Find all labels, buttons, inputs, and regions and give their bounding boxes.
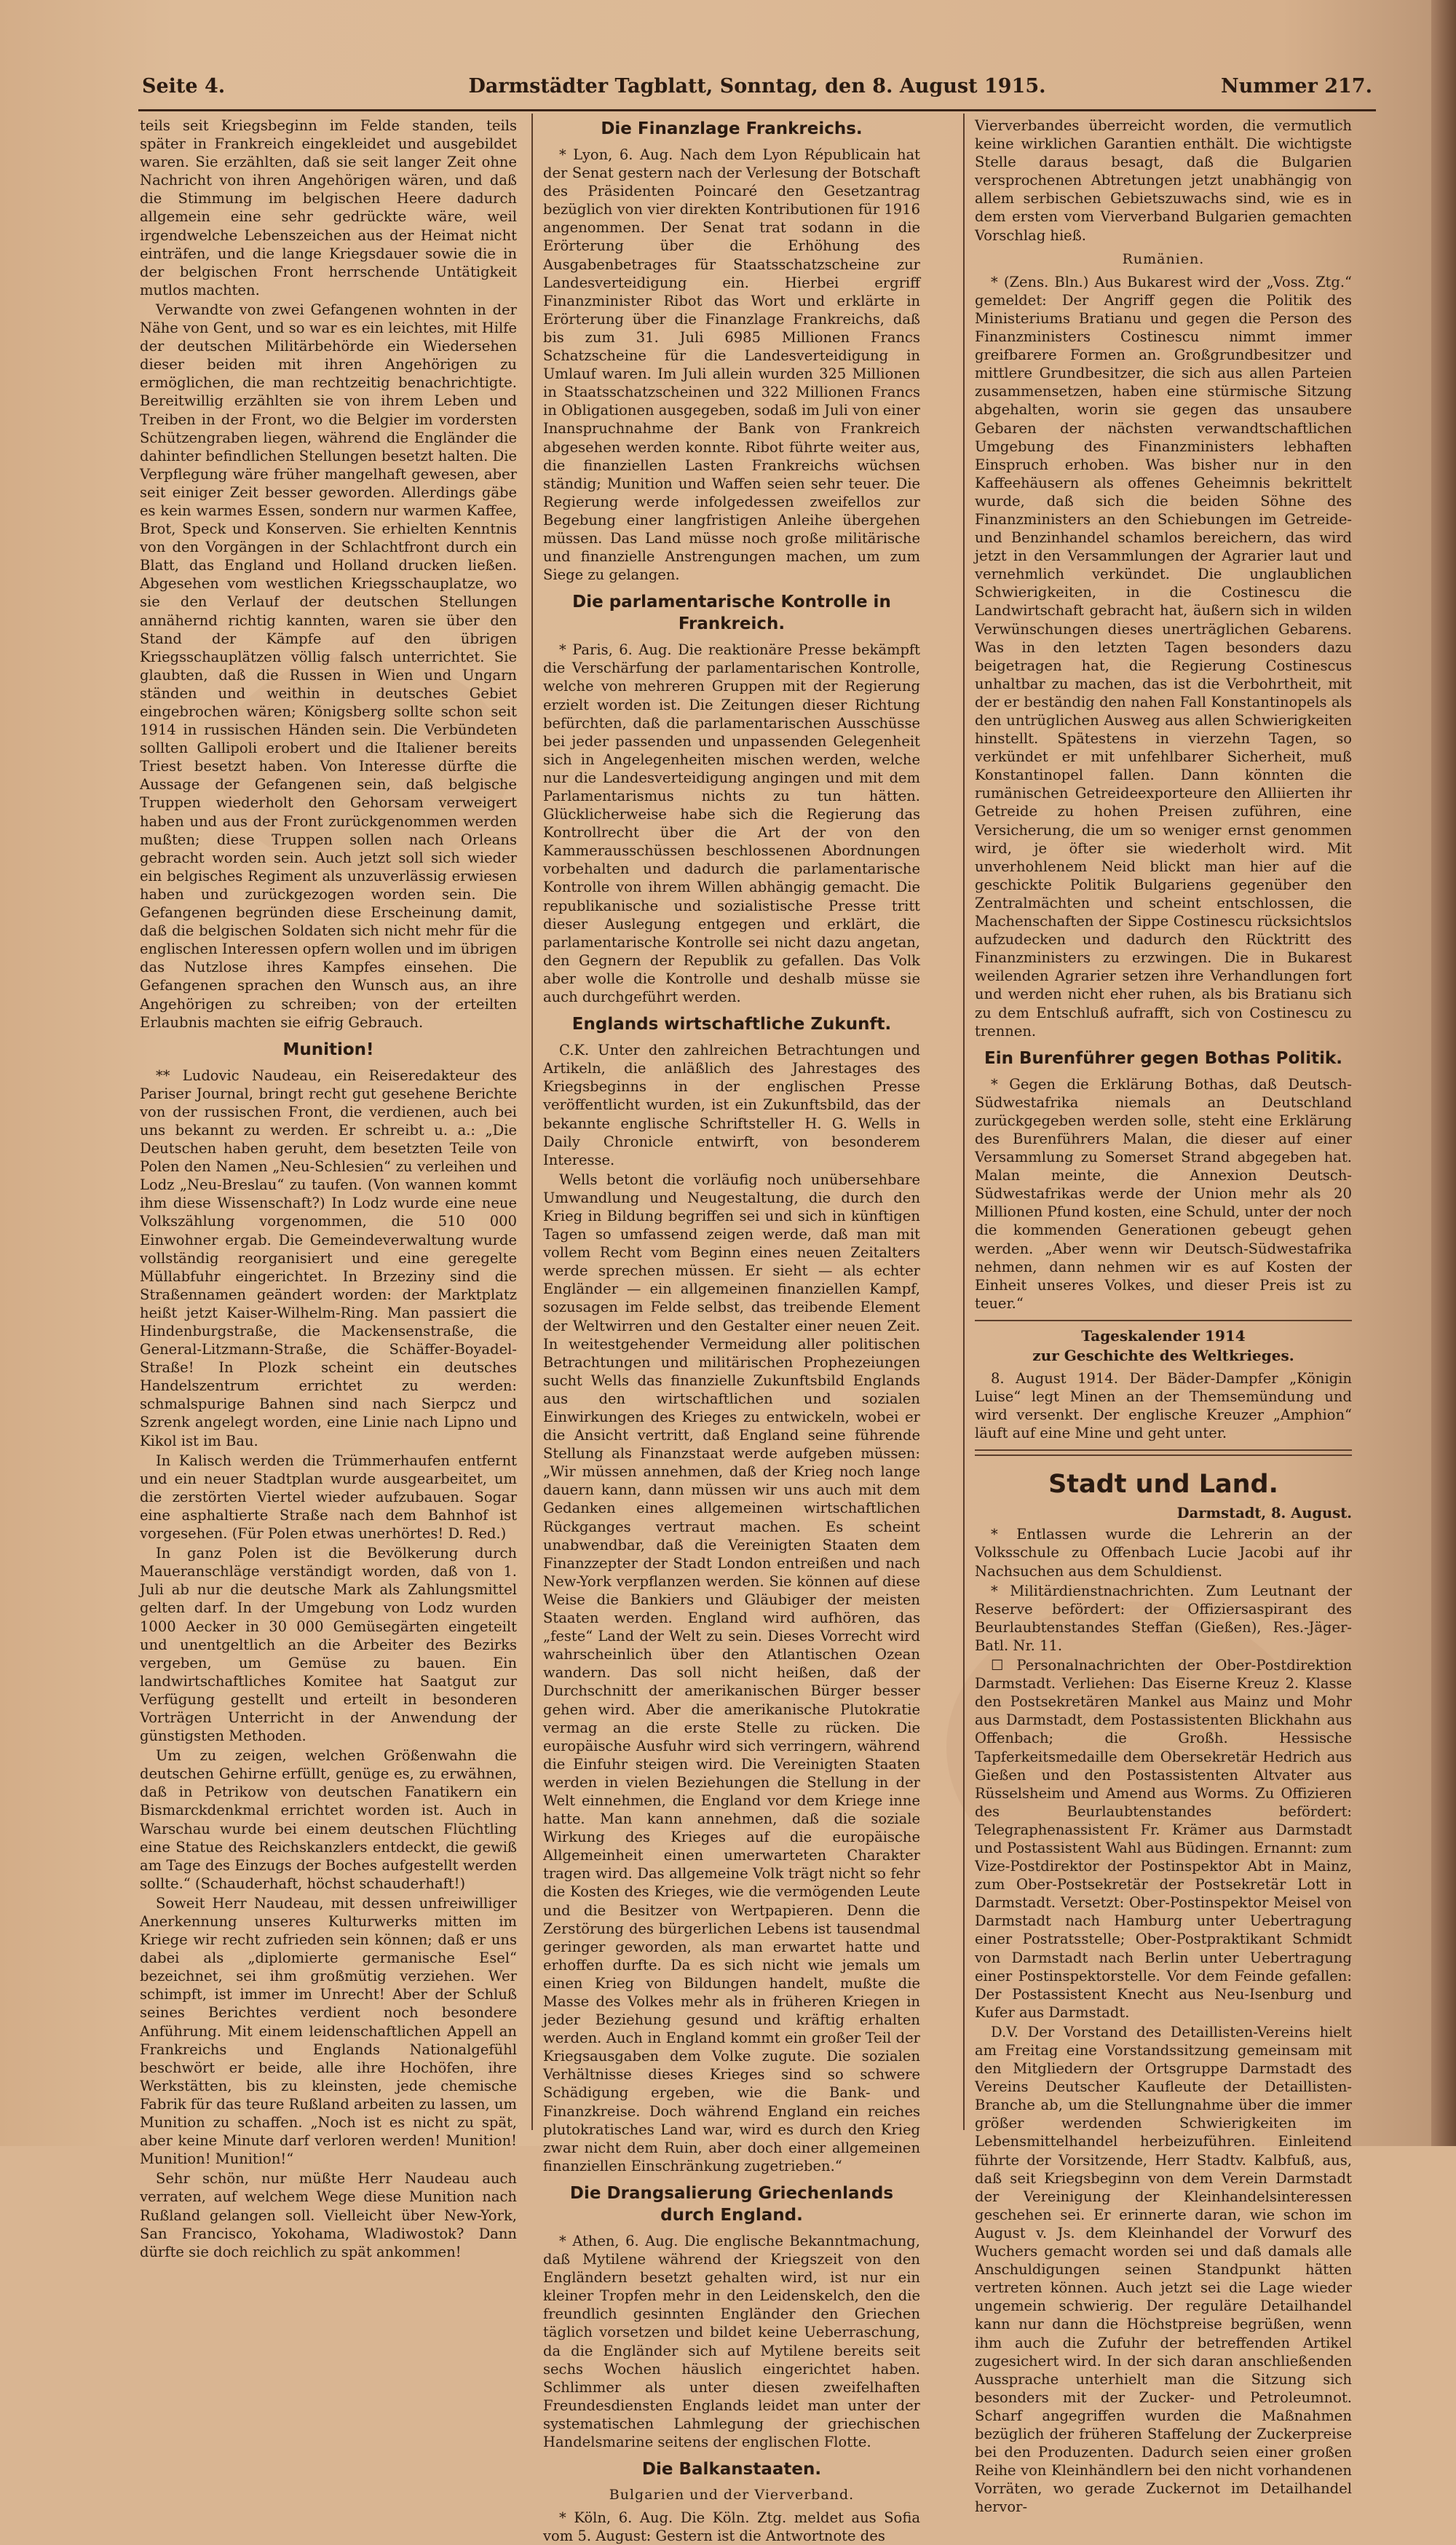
masthead-title: Darmstädter Tagblatt, Sonntag, den 8. August 1915. xyxy=(468,75,1046,98)
article-paragraph: Wells betont die vorläufig noch unübersehbare Umwandlung und Neugestaltung, die durch den Krieg in Bildung begriffen sei und sich in künftigen Tagen so umfassend zeigen werde, daß man mit vollem Recht vom Beginn eines neuen Zeitalters werde sprechen müssen. Er sieht — als echter Engländer — ein allgemeinen finanziellen Kampf, sozusagen im Felde selbst, das treibende Element der Weltwirren und den Gestalter einer neuen Zeit. In weitestgehender Vermeidung aller politischen Betrachtungen und militärischen Prophezeiungen sucht Wells das finanzielle Zukunftsbild Englands aus den wirtschaftlichen und sozialen Einwirkungen des Krieges zu entwickeln, wobei er die Ansicht vertritt, daß England seine führende Stellung als Finanzstaat werde aufgeben müssen: „Wir müssen annehmen, daß der Krieg noch lange dauern kann, dann müssen wir uns auch mit dem Gedanken eines allgemeinen wirtschaftlichen Rückganges vertraut machen. Es scheint unabwendbar, daß die Vereinigten Staaten dem Finanzzepter der Stadt London entreißen und nach New-York verpflanzen werden. Sie können auf diese Weise die Bankiers und Gläubiger der meisten Staaten werden. England wird aufhören, das „feste“ Land der Welt zu sein. Dieses Vorrecht wird wahrscheinlich über den Atlantischen Ozean wandern. Das soll nicht heißen, daß der Durchschnitt der amerikanischen Bürger besser gehen wird. Aber die amerikanische Plutokratie vermag an die erste Stelle zu rücken. Die europäische Ausfuhr wird sich verringern, während die Einfuhr steigen wird. Die Vereinigten Staaten werden in vielen Beziehungen die Stellung in der Welt einnehmen, die England vor dem Kriege inne hatte. Man kann annehmen, daß die soziale Wirkung des Krieges auf die europäische Allgemeinheit einen umerwarteten Charakter tragen wird. Das allgemeine Volk trägt nicht so fehr die Kosten des Krieges, wie die vermögenden Leute und die Besitzer von Wertpapieren. Denn die Zerstörung des bürgerlichen Lebens ist tausendmal geringer geworden, als man erwartet hatte und erhoffen durfte. Da es sich nicht wie jemals um einen Krieg von Bildungen handelt, mußte die Masse des Volkes mehr als in früheren Kriegen in jeder Beziehung gesund und kräftig erhalten werden. Auch in England kommt ein großer Teil der Kriegsausgaben dem Volke zugute. Die sozialen Verhältnisse dieses Krieges sind so schwere Schädigung ergeben, wie die Bank- und Finanzkreise. Doch während England ein reiches plutokratisches Land war, wird es durch den Krieg zwar nicht dem Ruin, aber doch einer allgemeinen finanziellen Einschränkung zugetrieben.“ xyxy=(543,1171,920,2174)
column-1 xyxy=(140,116,517,2260)
headline-england: Englands wirtschaftliche Zukunft. xyxy=(571,1015,892,1034)
page-binding-edge xyxy=(1431,0,1456,2146)
page-header xyxy=(142,75,1372,104)
column-2 xyxy=(543,116,920,2545)
article-paragraph: Sehr schön, nur müßte Herr Naudeau auch verraten, auf welchem Wege diese Munition nach Rußland gelangen soll. Vielleicht über New-York, San Francisco, Yokohama, Wladiwostok? Dann dürfte sie doch reichlich zu spät ankommen! xyxy=(140,2170,517,2260)
headline-balkan: Die Balkanstaaten. xyxy=(641,2460,822,2479)
column-divider xyxy=(531,114,533,2130)
article-paragraph: * Gegen die Erklärung Bothas, daß Deutsch-Südwestafrika niemals an Deutschland zurückgegeben werden solle, steht eine Erklärung des Burenführers Malan, die dieser auf einer Versammlung zu Somerset Strand abgegeben hat. Malan meinte, die Annexion Deutsch-Südwestafrikas werde der Union mehr als 20 Millionen Pfund kosten, eine Schuld, unter der noch die kommenden Generationen gebeugt gehen werden. „Aber wenn wir Deutsch-Südwestafrika nehmen, dann nehmen wir es auf Kosten der Einheit unseres Volkes, und dieser Preis ist zu teuer.“ xyxy=(975,1075,1352,1312)
article-paragraph: In Kalisch werden die Trümmerhaufen entfernt und ein neuer Stadtplan wurde ausgearbeitet, um die zerstörten Viertel wieder aufzubauen. Sogar eine asphaltierte Straße nach dem Bahnhof ist vorgesehen. (Für Polen etwas unerhörtes! D. Red.) xyxy=(140,1452,517,1543)
article-paragraph: Um zu zeigen, welchen Größenwahn die deutschen Gehirne erfüllt, genüge es, zu erwähnen, daß in Petrikow von deutschen Fanatikern ein Bismarckdenkmal errichtet worden ist. Auch in Warschau wurde bei einem deutschen Flüchtling eine Statue des Reichskanzlers entdeckt, die gewiß am Tage des Einzugs der Boches aufgestellt werden sollte.“ (Schauderhaft, höchst schauderhaft!) xyxy=(140,1747,517,1892)
page-number: Seite 4. xyxy=(142,75,226,98)
headline-finanzlage: Die Finanzlage Frankreichs. xyxy=(601,119,863,138)
column-divider xyxy=(963,114,965,2130)
article-paragraph: Verwandte von zwei Gefangenen wohnten in der Nähe von Gent, und so war es ein leichtes, mit Hilfe der deutschen Militärbehörde ein Wiedersehen dieser beiden mit ihren Angehörigen zu ermöglichen, die man rechtzeitig benachrichtigte. Bereitwillig erzählten sie von ihrem Leben und Treiben in der Front, wo die Belgier im vordersten Schützengraben liegen, während die Engländer die dahinter befindlichen Stellungen besetzt halten. Die Verpflegung wäre früher mangelhaft gewesen, aber seit einiger Zeit besser geworden. Allerdings gäbe es kein warmes Essen, sondern nur warmen Kaffee, Brot, Speck und Konserven. Sie erhielten Kenntnis von den Vorgängen in der Schlachtfront durch ein Blatt, das England und Holland drucken ließen. Abgesehen vom westlichen Kriegsschauplatze, wo sie den Verlauf der deutschen Stellungen annähernd richtig kannten, waren sie über den Stand der Kämpfe auf den übrigen Kriegsschauplätzen völlig falsch unterrichtet. Sie glaubten, daß die Russen in Wien und Ungarn ständen und weithin in deutsches Gebiet eingebrochen wären; Königsberg sollte schon seit 1914 in russischen Händen sein. Die Verbündeten sollten Gallipoli erobert und die Italiener bereits Triest besetzt haben. Von Interesse dürfte die Aussage der Gefangenen sein, daß belgische Truppen wiederholt den Gehorsam verweigert haben und aus der Front zurückgenommen werden mußten; diese Truppen sollen nach Orleans gebracht worden sein. Auch jetzt soll sich wieder ein belgisches Regiment als unzuverlässig erwiesen haben und zurückgezogen worden sein. Die Gefangenen begründen diese Erscheinung damit, daß die belgischen Soldaten sich nicht mehr für die englischen Interessen opfern wollen und im übrigen das Nutzlose ihres Kampfes einsehen. Die Gefangenen sprachen den Wunsch aus, an ihre Angehörigen zu schreiben; von der erteilten Erlaubnis machten sie eifrig Gebrauch. xyxy=(140,301,517,1031)
article-paragraph: C.K. Unter den zahlreichen Betrachtungen und Artikeln, die anläßlich des Jahrestages des Kriegsbeginns in der englischen Presse veröffentlicht wurden, ist ein Zukunftsbild, das der bekannte englische Schriftsteller H. G. Wells in Daily Chronicle entwirft, von besonderem Interesse. xyxy=(543,1042,920,1168)
headline-tageskalender-sub: zur Geschichte des Weltkrieges. xyxy=(1032,1346,1294,1364)
article-paragraph: * Entlassen wurde die Lehrerin an der Volksschule zu Offenbach Lucie Jacobi auf ihr Nachsuchen aus dem Schuldienst. xyxy=(975,1526,1352,1580)
headline-stadt-und-land: Stadt und Land. xyxy=(1048,1470,1278,1500)
issue-number: Nummer 217. xyxy=(1220,75,1372,98)
column-3 xyxy=(975,116,1352,2516)
subheadline-bulgarien: Bulgarien und der Vierverband. xyxy=(609,2487,855,2504)
article-paragraph: ** Ludovic Naudeau, ein Reiseredakteur des Pariser Journal, bringt recht gut gesehene Berichte von der russischen Front, die verdienen, auch bei uns bekannt zu werden. Er schreibt u. a.: „Die Deutschen haben geruht, dem besetzten Teile von Polen den Namen „Neu-Schlesien“ zu verleihen und Lodz „Neu-Breslau“ zu taufen. (Von wannen kommt ihm diese Wissenschaft?) In Lodz wurde eine neue Volkszählung vorgenommen, die 510 000 Einwohner ergab. Die Gemeindeverwaltung wurde vollständig reorganisiert und eine geregelte Müllabfuhr eingerichtet. In Brzeziny sind die Straßennamen geändert worden: der Marktplatz heißt jetzt Kaiser-Wilhelm-Ring. Man passiert die Hindenburgstraße, die Mackensenstraße, die General-Litzmann-Straße, die Schäffer-Boyadel-Straße! In Plozk scheint ein deutsches Handelszentrum errichtet zu werden: schmalspurige Bahnen sind nach Sierpcz und Szrenk angelegt worden, eine Linie nach Lipno und Kikol ist im Bau. xyxy=(140,1066,517,1449)
headline-burenfuehrer: Ein Burenführer gegen Bothas Politik. xyxy=(984,1048,1342,1068)
article-paragraph: * (Zens. Bln.) Aus Bukarest wird der „Voss. Ztg.“ gemeldet: Der Angriff gegen die Politik des Ministeriums Bratianu und gegen die Person des Finanzministers Costinescu nimmt immer greifbarere Formen an. Großgrundbesitzer und mittlere Grundbesitzer, die sich aus allen Parteien zusammensetzen, haben eine stürmische Sitzung abgehalten, worin sie gegen das unsaubere Gebaren der nächsten verwandtschaftlichen Umgebung des Finanzministers lebhaften Einspruch erhoben. Was bisher nur in den Kaffeehäusern als offenes Geheimnis bekrittelt wurde, daß sich die beiden Söhne des Finanzministers an den Schiebungen im Getreide- und Benzinhandel schamlos bereichern, das wird jetzt in den Versammlungen der Agrarier laut und vernehmlich verkündet. Die unglaublichen Schwierigkeiten, in die Costinescu die Landwirtschaft gebracht hat, äußern sich in wilden Verwünschungen dieses unerträglichen Gebarens. Was in den letzten Tagen besonders dazu beigetragen hat, die Regierung Costinescus unhaltbar zu machen, das ist die Verbohrtheit, mit der er beständig den nahen Fall Konstantinopels als den untrüglichen Ausweg aus allen Schwierigkeiten hinstellt. Spätestens in vierzehn Tagen, so verkündet er mit unfehlbarer Sicherheit, muß Konstantinopel fallen. Dann könnten die rumänischen Getreideexporteure den Alliierten ihr Getreide zu hohen Preisen zuführen, eine Versicherung, die um so weniger ernst genommen wird, je öfter sie wiederholt wird. Mit unverhohlenem Neid blickt man hier auf die geschickte Politik Bulgariens gegenüber den Zentralmächten und scheint entschlossen, die Machenschaften der Sippe Costinescu rücksichtslos aufzudecken und dadurch den Rücktritt des Finanzministers zu erzwingen. Die in Bukarest weilenden Agrarier setzen ihre Verhandlungen fort und werden nicht eher ruhen, als bis Bratianu sich zu dem Entschluß aufrafft, sich von Costinescu zu trennen. xyxy=(975,273,1352,1040)
article-paragraph: * Paris, 6. Aug. Die reaktionäre Presse bekämpft die Verschärfung der parlamentarischen Kontrolle, welche von mehreren Gruppen mit der Regierung erzielt worden ist. Die Zeitungen dieser Richtung befürchten, daß die parlamentarischen Ausschüsse bei jeder passenden und unpassenden Gelegenheit sich in Angelegenheiten mischen werden, welche nur die Landesverteidigung angingen und mit dem Parlamentarismus nichts zu tun hätten. Glücklicherweise habe sich die Regierung das Kontrollrecht über die Art der von den Kammerausschüssen beschlossenen Abordnungen vorbehalten und dadurch die parlamentarische Kontrolle von ihrem Willen abhängig gemacht. Die republikanische und sozialistische Presse tritt dieser Auslegung entgegen und erklärt, die parlamentarische Kontrolle sei nicht dazu angetan, den Gegnern der Republik zu gefallen. Das Volk aber wolle die Kontrolle und deshalb müsse sie auch durchgeführt werden. xyxy=(543,641,920,1006)
subheadline-rumaenien: Rumänien. xyxy=(1122,250,1205,267)
headline-kontrolle: Die parlamentarische Kontrolle in Frankreich. xyxy=(572,593,891,634)
article-paragraph: * Köln, 6. Aug. Die Köln. Ztg. meldet aus Sofia vom 5. August: Gestern ist die Antwortnote des xyxy=(543,2509,920,2545)
article-paragraph: Soweit Herr Naudeau, mit dessen unfreiwilliger Anerkennung unseres Kulturwerks mitten im Kriege wir recht zufrieden sein können; daß er uns dabei als „diplomierte germanische Esel“ bezeichnet, sei ihm großmütig verziehen. Wer schimpft, ist immer im Unrecht! Aber der Schluß seines Berichtes verdient noch besondere Anführung. Mit einem leidenschaftlichen Appell an Frankreichs und Englands Nationalgefühl beschwört er beide, alle ihre Hochöfen, ihre Werkstätten, bis zu kleinsten, jede chemische Fabrik für das teure Rußland arbeiten zu lassen, um Munition zu schaffen. „Noch ist es nicht zu spät, aber keine Minute darf verloren werden! Munition! Munition! Munition!“ xyxy=(140,1894,517,2168)
headline-munition: Munition! xyxy=(282,1040,374,1059)
article-paragraph: In ganz Polen ist die Bevölkerung durch Maueranschläge verständigt worden, daß von 1. Juli ab nur die deutsche Mark als Zahlungsmittel gelten darf. In der Umgebung von Lodz wurden 1000 Aecker in 30 000 Gemüsegärten eingeteilt und unentgeltlich an die Arbeiter des Bezirks vergeben, um Gemüse zu bauen. Ein landwirtschaftliches Komitee hat Saatgut zur Verfügung gestellt und erteilt in besonderen Vorträgen Unterricht in der Anwendung der günstigsten Methoden. xyxy=(140,1545,517,1745)
header-rule xyxy=(138,109,1376,111)
article-paragraph: ☐ Personalnachrichten der Ober-Postdirektion Darmstadt. Verliehen: Das Eiserne Kreuz 2. Klasse den Postsekretären Mankel aus Mainz und Mohr aus Darmstadt, dem Postassistenten Blickhahn aus Offenbach; die Großh. Hessische Tapferkeitsmedaille dem Obersekretär Hedrich aus Gießen und den Postassistenten Altvater aus Rüsselsheim und Amend aus Worms. Zu Offizieren des Beurlaubtenstandes befördert: Telegraphenassistent Fr. Krämer aus Darmstadt und Postassistent Wahl aus Büdingen. Ernannt: zum Vize-Postdirektor der Postinspektor Abt in Mainz, zum Ober-Postsekretär der Postsekretär Lott in Darmstadt. Versetzt: Ober-Postinspektor Meisel von Darmstadt nach Hamburg unter Uebertragung einer Postratsstelle; Ober-Postpraktikant Schmidt von Darmstadt nach Berlin unter Uebertragung einer Postinspektorstelle. Vor dem Feinde gefallen: Der Postassistent Knecht aus Neu-Isenburg und Kufer aus Darmstadt. xyxy=(975,1657,1352,2021)
section-rule xyxy=(975,1320,1352,1321)
dateline: Darmstadt, 8. August. xyxy=(1176,1505,1352,1522)
article-paragraph: 8. August 1914. Der Bäder-Dampfer „Königin Luise“ legt Minen an der Themsemündung und wird versenkt. Der englische Kreuzer „Amphion“ läuft auf eine Mine und geht unter. xyxy=(975,1369,1352,1442)
headline-griechenland: Die Drangsalierung Griechenlands durch England. xyxy=(569,2183,894,2225)
article-paragraph: * Lyon, 6. Aug. Nach dem Lyon Républicain hat der Senat gestern nach der Verlesung der Botschaft des Präsidenten Poincaré den Gesetzantrag bezüglich von vier direkten Kontributionen für 1916 angenommen. Der Senat trat sodann in die Erörterung über die Erhöhung des Ausgabenbetrages für Staatsschatzscheine zur Landesverteidigung ein. Hierbei ergriff Finanzminister Ribot das Wort und erklärte in Erörterung über die Finanzlage Frankreichs, daß bis zum 31. Juli 6985 Millionen Francs Schatzscheine für die Landesverteidigung in Umlauf waren. Im Juli allein wurden 325 Millionen in Staatsschatzscheinen und 322 Millionen Francs in Obligationen ausgegeben, sodaß im Juli von einer Inanspruchnahme der Bank von Frankreich abgesehen werden konnte. Ribot führte weiter aus, die finanziellen Lasten Frankreichs wüchsen ständig; Munition und Waffen seien sehr teuer. Die Regierung werde infolgedessen zweifellos zur Begebung einer langfristigen Anleihe übergehen müssen. Das Land müsse noch große militärische und finanzielle Anstrengungen machen, um zum Siege zu gelangen. xyxy=(543,146,920,584)
article-paragraph: * Militärdienstnachrichten. Zum Leutnant der Reserve befördert: der Offiziersaspirant des Beurlaubtenstandes Steffan (Gießen), Res.-Jäger-Batl. Nr. 11. xyxy=(975,1582,1352,1654)
section-double-rule xyxy=(975,1449,1352,1456)
headline-tageskalender: Tageskalender 1914 xyxy=(1081,1326,1246,1345)
article-paragraph: Vierverbandes überreicht worden, die vermutlich keine wirklichen Garantien enthält. Die wichtigste Stelle daraus besagt, daß die Bulgarien versprochenen Abtretungen jetzt unabhängig von allem serbischen Gebietszuwachs sind, wie es in dem ersten vom Vierverband Bulgarien gemachten Vorschlag hieß. xyxy=(975,117,1352,244)
article-paragraph: teils seit Kriegsbeginn im Felde standen, teils später in Frankreich eingekleidet und ausgebildet waren. Sie erzählten, daß sie seit langer Zeit ohne Nachricht von ihren Angehörigen wären, und daß die Stimmung im belgischen Heere dadurch allgemein eine sehr gedrückte wäre, weil irgendwelche Lebenszeichen aus der Heimat nicht einträfen, und die lange Kriegsdauer sowie die in der belgischen Front herrschende Untätigkeit mutlos machten. xyxy=(140,117,517,298)
article-paragraph: * Athen, 6. Aug. Die englische Bekanntmachung, daß Mytilene während der Kriegszeit von den Engländern besetzt gehalten wird, ist nur ein kleiner Tropfen mehr in den Leidenskelch, den die freundlich gesinnten Engländer den Griechen täglich vorsetzen und bildet keine Ueberraschung, da die Engländer sich auf Mytilene bereits seit sechs Wochen häuslich eingerichtet haben. Schlimmer als unter diesen zweifelhaften Freundesdiensten Englands leidet man unter der systematischen Lahmlegung der griechischen Handelsmarine seitens der englischen Flotte. xyxy=(543,2232,920,2450)
article-paragraph: D.V. Der Vorstand des Detaillisten-Vereins hielt am Freitag eine Vorstandssitzung gemeinsam mit den Mitgliedern der Ortsgruppe Darmstadt des Vereins Deutscher Kaufleute der Detaillisten-Branche ab, um die Stellungnahme über die immer größer werdenden Schwierigkeiten im Lebensmittelhandel herbeizuführen. Einleitend führte der Vorsitzende, Herr Stadtv. Kalbfuß, aus, daß seit Kriegsbeginn von dem Verein Darmstadt der Vereinigung der Kleinhandelsinteressen geschehen sei. Er erinnerte daran, wie schon im August v. Js. dem Kleinhandel der Vorwurf des Wuchers gemacht worden sei und daß damals alle Anschuldigungen seinen Standpunkt hätten vertreten können. Auch jetzt sei die Lage wieder ungemein schwierig. Der reguläre Detailhandel kann nur dann die Höchstpreise begrüßen, wenn ihm auch die Zufuhr der betreffenden Artikel zugesichert wird. In der sich daran anschließenden Aussprache unterhielt man die Sitzung sich besonders mit der Zucker- und Petroleumnot. Scharf angegriffen wurden die Maßnahmen bezüglich der früheren Staffelung der Zuckerpreise bei den Produzenten. Dadurch seien einer großen Reihe von Kleinhändlern bei den nicht vorhandenen Vorräten, wo gerade Zuckernot im Detailhandel hervor- xyxy=(975,2023,1352,2516)
